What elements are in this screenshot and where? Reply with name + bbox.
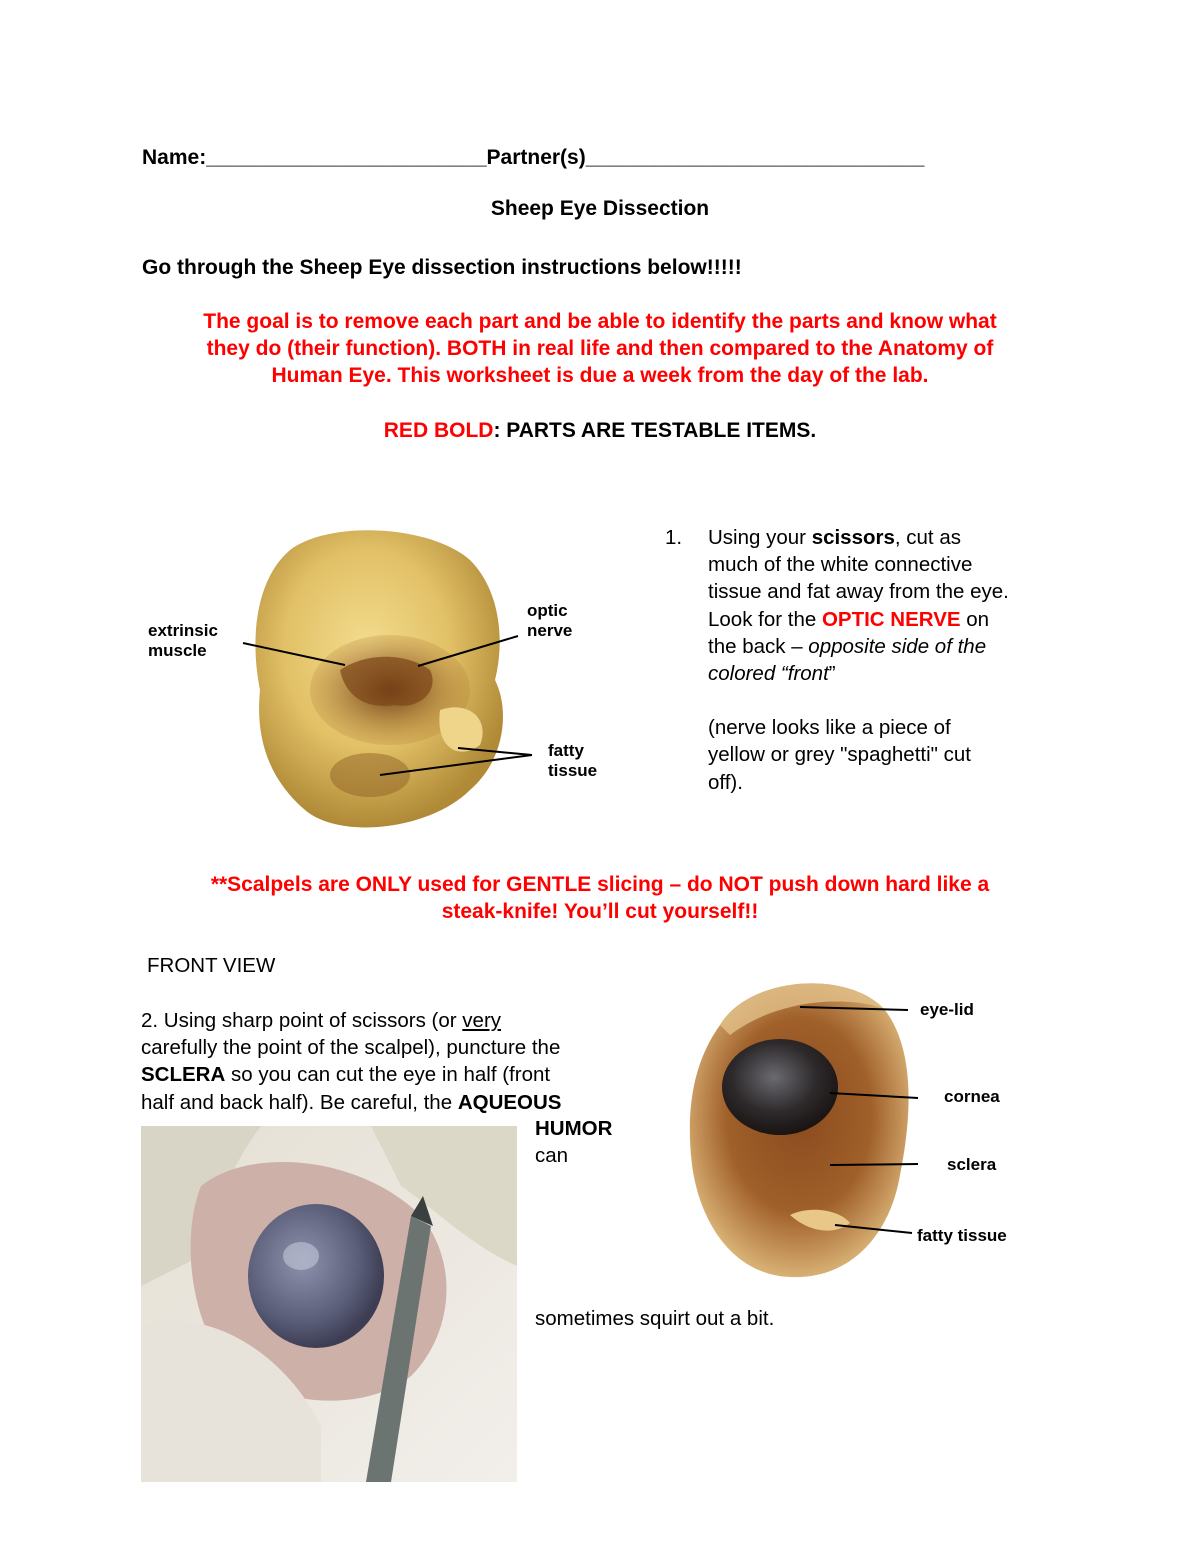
legend-rest: : PARTS ARE TESTABLE ITEMS. [493, 419, 817, 442]
label-fatty-tissue: fatty tissue [917, 1226, 1007, 1245]
name-blank[interactable]: ________________________ [206, 146, 487, 169]
label-fatty: fatty [548, 741, 584, 760]
sclera-leader [830, 1164, 918, 1165]
partner-blank[interactable]: _____________________________ [585, 146, 925, 169]
step1-number: 1. [665, 526, 683, 549]
label-optic: optic [527, 601, 568, 620]
very-underlined: very [462, 1009, 502, 1032]
header-line [142, 144, 1072, 171]
optic-nerve-term: OPTIC NERVE [821, 607, 961, 631]
warning-line-1: **Scalpels are ONLY used for GENTLE slicing – do NOT push down hard like a [210, 873, 990, 896]
page-title: Sheep Eye Dissection [490, 197, 710, 220]
eye-cutting-photo [141, 1126, 517, 1482]
label-tissue: tissue [548, 761, 598, 780]
front-view-heading: FRONT VIEW [147, 954, 276, 977]
legend-line [0, 417, 1200, 444]
label-nerve: nerve [527, 621, 573, 640]
partner-label: Partner(s) [486, 146, 586, 169]
step2-text: 2. Using sharp point of scissors (or very carefully the point of the scalpel), puncture the SCLERA so you can cut the eye in half (front half and back half). Be careful, the AQUEOUS [141, 1009, 562, 1114]
goal-paragraph [0, 308, 1200, 389]
name-label: Name: [142, 146, 207, 169]
legend-red-bold: RED BOLD [383, 419, 494, 442]
label-eyelid: eye-lid [920, 1000, 974, 1019]
aqueous-term: AQUEOUS [457, 1090, 562, 1114]
goal-line-1: The goal is to remove each part and be able to identify the parts and know what [203, 310, 997, 333]
step2-final-line: sometimes squirt out a bit. [535, 1307, 775, 1330]
label-extrinsic: extrinsic [148, 621, 218, 640]
label-cornea: cornea [944, 1087, 1000, 1106]
label-muscle: muscle [148, 641, 207, 660]
label-sclera: sclera [947, 1155, 997, 1174]
step1-text: Using your scissors, cut as much of the white connective tissue and fat away from the eye. Look for the OPTIC NERVE on the back – opposite side of the colored “front” (nerve looks like a piece of yellow or grey "spaghetti" cut off). [708, 526, 1009, 794]
warning-line-2: steak-knife! You’ll cut yourself!! [441, 900, 759, 923]
goal-line-3: Human Eye. This worksheet is due a week from the day of the lab. [271, 364, 929, 387]
humor-term: HUMOR [535, 1117, 613, 1140]
cornea-shape [722, 1039, 838, 1135]
instruction-line: Go through the Sheep Eye dissection instructions below!!!!! [142, 256, 742, 279]
eye-cornea [248, 1204, 384, 1348]
scalpel-warning [0, 871, 1200, 925]
goal-line-2: they do (their function). BOTH in real life and then compared to the Anatomy of [206, 337, 994, 360]
sclera-term: SCLERA [141, 1063, 226, 1087]
step2-can: can [535, 1144, 569, 1167]
sheep-eye-back-figure [140, 520, 620, 840]
scissors-term: scissors [811, 526, 895, 549]
sheep-eye-front-figure [650, 965, 1030, 1290]
